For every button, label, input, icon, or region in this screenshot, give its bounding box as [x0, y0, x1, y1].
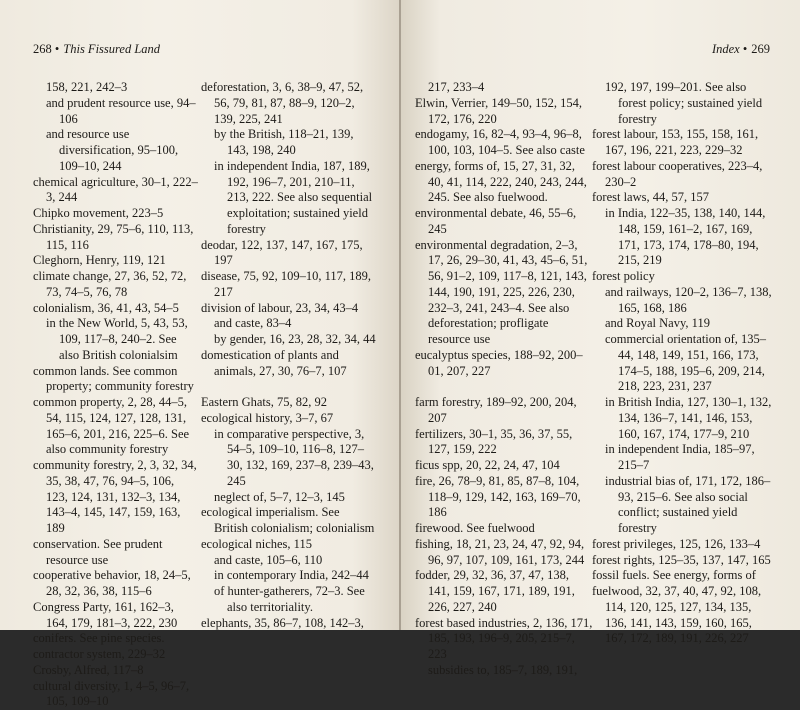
index-entry: ecological niches, 115	[201, 537, 376, 553]
index-subentry: by the British, 118–21, 139, 143, 198, 240	[201, 127, 376, 159]
index-subentry: in independent India, 185–97, 215–7	[592, 442, 772, 474]
index-entry: cultural diversity, 1, 4–5, 96–7, 105, 109–10	[33, 679, 198, 710]
index-entry: farm forestry, 189–92, 200, 204, 207	[415, 395, 593, 427]
index-entry: fuelwood, 32, 37, 40, 47, 92, 108, 114, 120, 125, 127, 134, 135, 136, 141, 143, 159, 160, 165, 167, 172, 189, 191, 226, 227	[592, 584, 772, 647]
index-entry: conifers. See pine species.	[33, 631, 198, 647]
index-entry: fire, 26, 78–9, 81, 85, 87–8, 104, 118–9, 129, 142, 163, 169–70, 186	[415, 474, 593, 521]
index-entry: environmental debate, 46, 55–6, 245	[415, 206, 593, 238]
index-subentry: in comparative perspective, 3, 54–5, 109–10, 116–8, 127–30, 132, 169, 237–8, 239–43, 245	[201, 427, 376, 490]
left-page-number: 268	[33, 42, 52, 56]
right-page-column-2	[592, 80, 772, 647]
book-gutter	[399, 0, 401, 630]
index-entry: cooperative behavior, 18, 24–5, 28, 32, 36, 38, 115–6	[33, 568, 198, 600]
index-entry: domestication of plants and animals, 27, 30, 76–7, 107	[201, 348, 376, 380]
index-subentry: in independent India, 187, 189, 192, 196–7, 201, 210–11, 213, 222. See also sequential exploitation; sustained yield forestry	[201, 159, 376, 238]
index-entry: chemical agriculture, 30–1, 222–3, 244	[33, 175, 198, 207]
index-entry: firewood. See fuelwood	[415, 521, 593, 537]
index-entry: contractor system, 229–32	[33, 647, 198, 663]
index-subentry: of hunter-gatherers, 72–3. See also territoriality.	[201, 584, 376, 616]
index-entry: community forestry, 2, 3, 32, 34, 35, 38, 47, 76, 94–5, 106, 123, 124, 131, 132–3, 134, 143–4, 145, 147, 159, 163, 189	[33, 458, 198, 537]
index-entry: forest laws, 44, 57, 157	[592, 190, 772, 206]
index-entry: ecological imperialism. See British colonialism; colonialism	[201, 505, 376, 537]
right-page-column-1	[415, 80, 593, 679]
index-entry: energy, forms of, 15, 27, 31, 32, 40, 41, 114, 222, 240, 243, 244, 245. See also fuelwood.	[415, 159, 593, 206]
index-entry: common lands. See common property; community forestry	[33, 364, 198, 396]
left-page-column-1	[33, 80, 198, 710]
right-running-head	[712, 42, 770, 56]
index-subentry: subsidies to, 185–7, 189, 191,	[415, 663, 593, 679]
index-entry: colonialism, 36, 41, 43, 54–5	[33, 301, 198, 317]
index-subentry: and resource use diversification, 95–100, 109–10, 244	[33, 127, 198, 174]
index-entry: climate change, 27, 36, 52, 72, 73, 74–5, 76, 78	[33, 269, 198, 301]
index-entry: endogamy, 16, 82–4, 93–4, 96–8, 100, 103, 104–5. See also caste	[415, 127, 593, 159]
left-running-head	[33, 42, 160, 56]
index-entry: Elwin, Verrier, 149–50, 152, 154, 172, 176, 220	[415, 96, 593, 128]
index-subentry: in British India, 127, 130–1, 132, 134, 136–7, 141, 146, 153, 160, 167, 174, 177–9, 210	[592, 395, 772, 442]
left-page	[0, 0, 400, 630]
index-entry: division of labour, 23, 34, 43–4	[201, 301, 376, 317]
index-subentry: 217, 233–4	[415, 80, 593, 96]
bullet-separator: •	[55, 42, 59, 56]
index-entry: Eastern Ghats, 75, 82, 92	[201, 395, 376, 411]
index-entry: ecological history, 3–7, 67	[201, 411, 376, 427]
index-entry: Chipko movement, 223–5	[33, 206, 198, 222]
right-page-number: 269	[751, 42, 770, 56]
index-entry: deforestation, 3, 6, 38–9, 47, 52, 56, 79, 81, 87, 88–9, 120–2, 139, 225, 241	[201, 80, 376, 127]
index-entry: forest based industries, 2, 136, 171, 185, 193, 196–9, 205, 215–7, 223	[415, 616, 593, 663]
index-entry: forest labour, 153, 155, 158, 161, 167, 196, 221, 223, 229–32	[592, 127, 772, 159]
index-entry: fodder, 29, 32, 36, 37, 47, 138, 141, 159, 167, 171, 189, 191, 226, 227, 240	[415, 568, 593, 615]
index-entry: Cleghorn, Henry, 119, 121	[33, 253, 198, 269]
index-subentry: neglect of, 5–7, 12–3, 145	[201, 490, 376, 506]
index-subentry: by gender, 16, 23, 28, 32, 34, 44	[201, 332, 376, 348]
index-entry: forest labour cooperatives, 223–4, 230–2	[592, 159, 772, 191]
index-entry: conservation. See prudent resource use	[33, 537, 198, 569]
index-subentry: in India, 122–35, 138, 140, 144, 148, 159, 161–2, 167, 169, 171, 173, 174, 178–80, 194, 215, 219	[592, 206, 772, 269]
index-subentry: in contemporary India, 242–44	[201, 568, 376, 584]
right-page	[400, 0, 800, 630]
index-entry: environmental degradation, 2–3, 17, 26, 29–30, 41, 43, 45–6, 51, 56, 91–2, 109, 117–8, 121, 143, 144, 190, 191, 225, 226, 230, 232–3, 241, 243–4. See also deforestation; profligate resource use	[415, 238, 593, 348]
index-entry: fossil fuels. See energy, forms of	[592, 568, 772, 584]
index-subentry: and prudent resource use, 94–106	[33, 96, 198, 128]
index-entry: deodar, 122, 137, 147, 167, 175, 197	[201, 238, 376, 270]
section-title: Index	[712, 42, 740, 56]
index-subentry: 192, 197, 199–201. See also forest policy; sustained yield forestry	[592, 80, 772, 127]
index-entry: fishing, 18, 21, 23, 24, 47, 92, 94, 96, 97, 107, 109, 161, 173, 244	[415, 537, 593, 569]
index-subentry: and caste, 105–6, 110	[201, 553, 376, 569]
index-entry: eucalyptus species, 188–92, 200–01, 207, 227	[415, 348, 593, 380]
index-entry: ficus spp, 20, 22, 24, 47, 104	[415, 458, 593, 474]
index-entry: fertilizers, 30–1, 35, 36, 37, 55, 127, 159, 222	[415, 427, 593, 459]
index-entry: elephants, 35, 86–7, 108, 142–3,	[201, 616, 376, 632]
index-subentry: commercial orientation of, 135–44, 148, 149, 151, 166, 173, 174–5, 188, 195–6, 209, 214, 218, 223, 231, 237	[592, 332, 772, 395]
index-entry: Congress Party, 161, 162–3, 164, 179, 181–3, 222, 230	[33, 600, 198, 632]
index-entry: forest policy	[592, 269, 772, 285]
index-subentry: and railways, 120–2, 136–7, 138, 165, 168, 186	[592, 285, 772, 317]
index-entry: disease, 75, 92, 109–10, 117, 189, 217	[201, 269, 376, 301]
index-subentry: 158, 221, 242–3	[33, 80, 198, 96]
index-entry: common property, 2, 28, 44–5, 54, 115, 124, 127, 128, 131, 165–6, 201, 216, 225–6. See also community forestry	[33, 395, 198, 458]
book-title: This Fissured Land	[63, 42, 160, 56]
index-entry: forest rights, 125–35, 137, 147, 165	[592, 553, 772, 569]
index-subentry: in the New World, 5, 43, 53, 109, 117–8, 240–2. See also British colonialsim	[33, 316, 198, 363]
index-subentry: industrial bias of, 171, 172, 186–93, 215–6. See also social conflict; sustained yield forestry	[592, 474, 772, 537]
index-entry: forest privileges, 125, 126, 133–4	[592, 537, 772, 553]
index-entry: Crosby, Alfred, 117–8	[33, 663, 198, 679]
left-page-column-2	[201, 80, 376, 631]
index-subentry: and Royal Navy, 119	[592, 316, 772, 332]
index-subentry: and caste, 83–4	[201, 316, 376, 332]
index-entry: Christianity, 29, 75–6, 110, 113, 115, 116	[33, 222, 198, 254]
bullet-separator: •	[743, 42, 747, 56]
